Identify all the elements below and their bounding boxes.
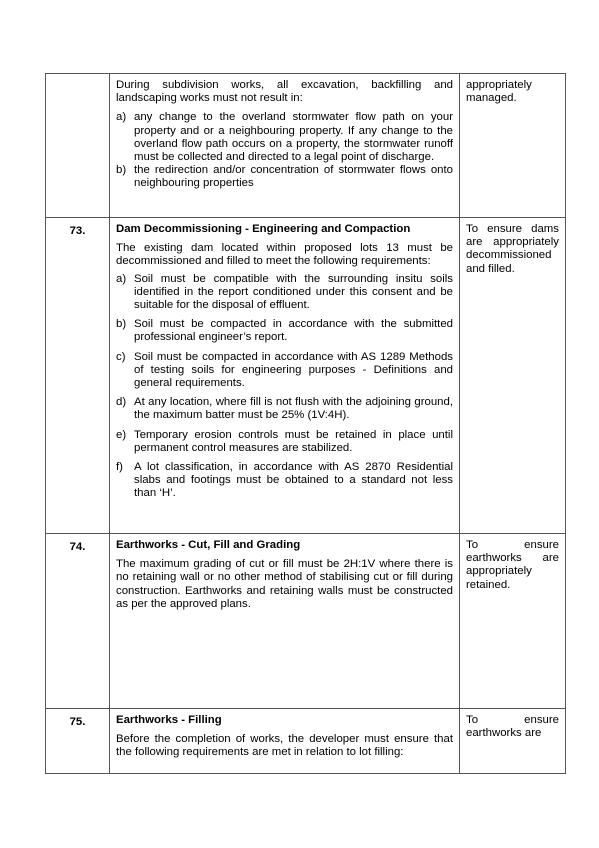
item-text: Temporary erosion controls must be retained in place until permanent control measures are stabilized. (134, 428, 453, 454)
item-label: b) (116, 164, 127, 177)
table-row (46, 74, 566, 218)
table-row (46, 709, 566, 774)
condition-reason: To ensure dams are appropriately decommissioned and filled. (460, 218, 566, 534)
condition-body (110, 534, 460, 709)
item-text: Soil must be compacted in accordance with the submitted professional engineer’s report. (134, 318, 453, 344)
list-item (116, 111, 453, 164)
item-label: b) (116, 318, 127, 331)
condition-heading: Earthworks - Cut, Fill and Grading (116, 539, 301, 551)
item-label: a) (116, 272, 127, 285)
condition-intro: The existing dam located within proposed lots 13 must be decommissioned and filled to meet the following requirements: (116, 242, 453, 268)
condition-intro: Before the completion of works, the developer must ensure that the following requirements are met in relation to lot filling: (116, 733, 453, 759)
item-text: Soil must be compatible with the surrounding insitu soils identified in the report conditioned under this consent and be suitable for the disposal of effluent. (134, 272, 453, 312)
item-label: f) (116, 461, 123, 474)
list-item (116, 351, 453, 391)
list-item (116, 461, 453, 501)
item-text: A lot classification, in accordance with AS 2870 Residential slabs and footings must be obtained to a standard not less than ‘H’. (134, 461, 453, 500)
list-item (116, 164, 453, 190)
condition-number (46, 74, 110, 218)
condition-body (110, 74, 460, 218)
item-label: d) (116, 396, 127, 409)
condition-reason: appropriately managed. (460, 74, 566, 218)
item-label: c) (116, 350, 126, 363)
item-text: At any location, where fill is not flush with the adjoining ground, the maximum batter must be 25% (1V:4H). (134, 396, 453, 422)
table-row (46, 218, 566, 534)
item-label: e) (116, 428, 127, 441)
item-text: any change to the overland stormwater flow path on your property and or a neighbouring property. If any change to the overland flow path occurs on a property, the stormwater runoff must be collected and directed to a legal point of discharge. (134, 111, 453, 164)
condition-intro: During subdivision works, all excavation, backfilling and landscaping works must not result in: (116, 79, 453, 105)
list-item (116, 429, 453, 455)
conditions-table (45, 73, 566, 774)
list-item (116, 273, 453, 313)
item-label: a) (116, 111, 127, 124)
item-text: the redirection and/or concentration of stormwater flows onto neighbouring properties (134, 164, 453, 190)
list-item (116, 318, 453, 344)
condition-heading: Earthworks - Filling (116, 714, 222, 726)
condition-body (110, 709, 460, 774)
item-text: Soil must be compacted in accordance with AS 1289 Methods of testing soils for engineering purposes - Definitions and general requirements. (134, 350, 453, 390)
condition-heading: Dam Decommissioning - Engineering and Compaction (116, 223, 411, 235)
condition-number: 74. (46, 534, 110, 709)
condition-body (110, 218, 460, 534)
condition-intro: The maximum grading of cut or fill must be 2H:1V where there is no retaining wall or no other method of stabilising cut or fill during construction. Earthworks and retaining walls must be constructed as per the approved plans. (116, 558, 453, 610)
condition-reason: To ensure earthworks are appropriately retained. (460, 534, 566, 709)
condition-reason: To ensure earthworks are (460, 709, 566, 774)
condition-number: 73. (46, 218, 110, 534)
list-item (116, 396, 453, 422)
condition-number: 75. (46, 709, 110, 774)
table-row (46, 534, 566, 709)
